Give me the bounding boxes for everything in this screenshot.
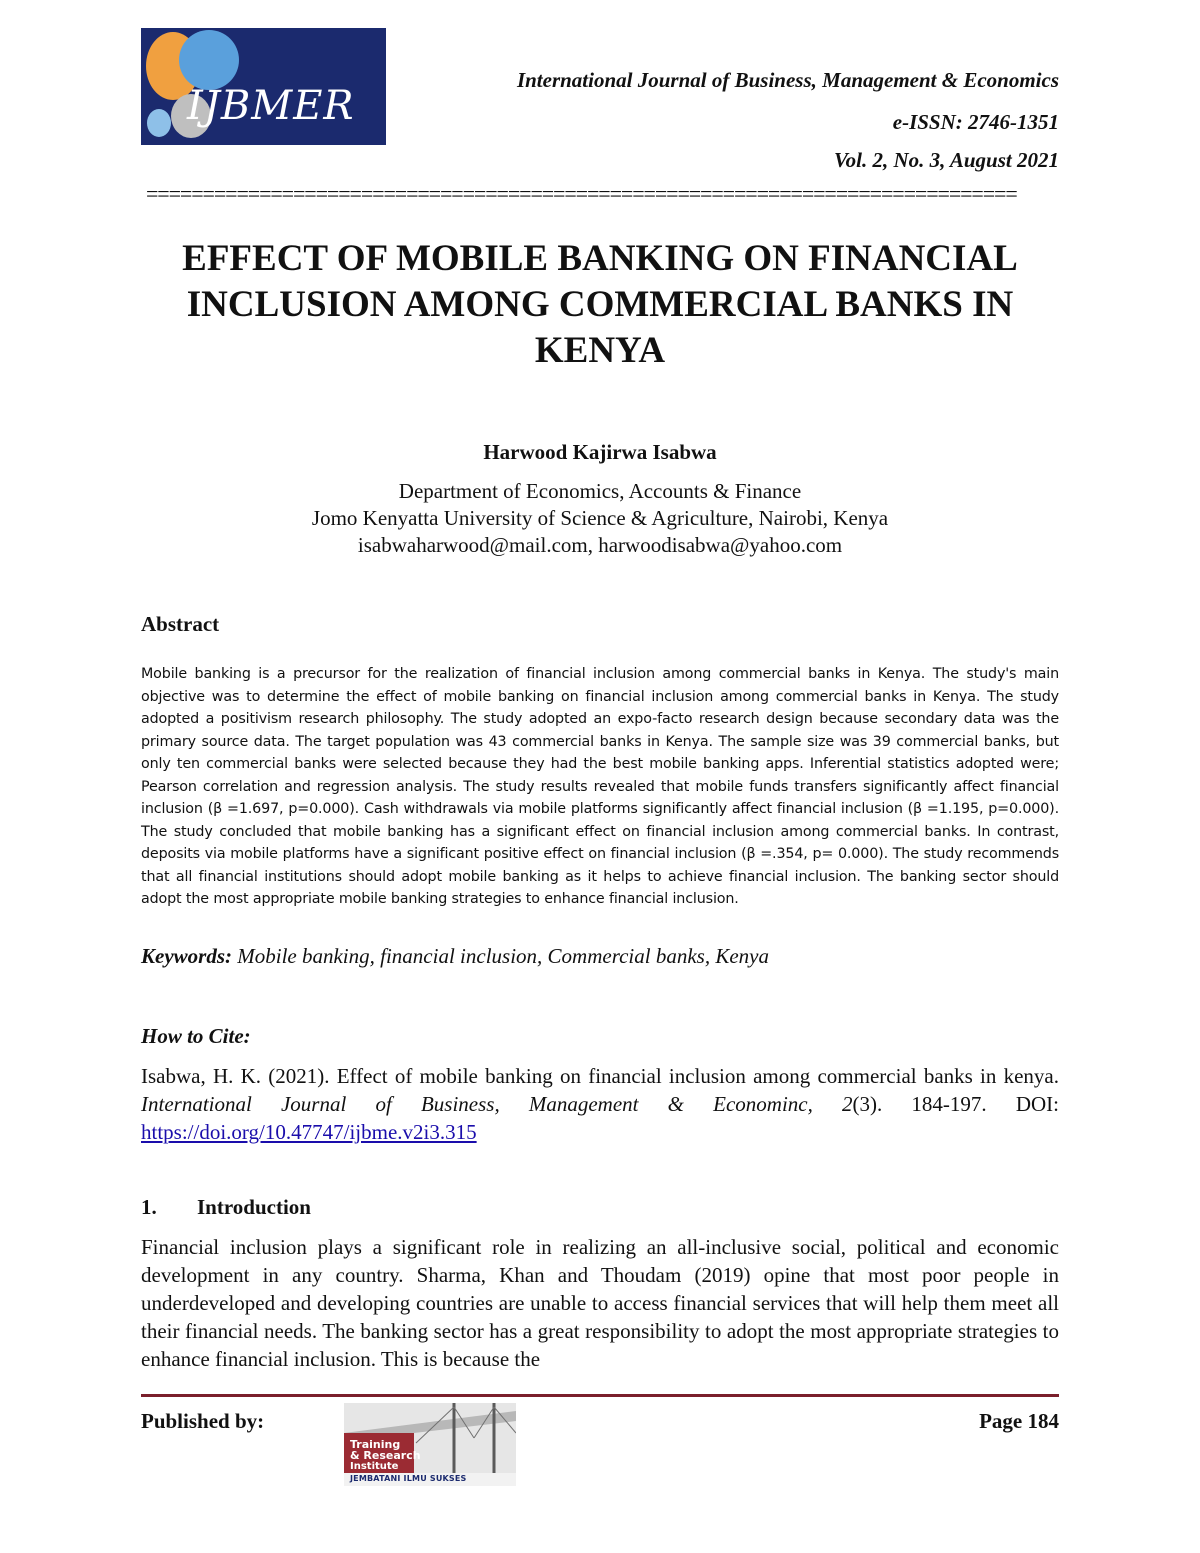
section-title: Introduction [197, 1195, 311, 1219]
cite-heading: How to Cite: [141, 1024, 251, 1048]
publisher-logo [344, 1403, 516, 1486]
citation-text [141, 1062, 1059, 1146]
citation-reference: Isabwa, H. K. (2021). Effect of mobile banking on financial inclusion among commercial banks in kenya. [141, 1064, 1059, 1088]
author-department: Department of Economics, Accounts & Finance [398, 479, 802, 503]
journal-logo [141, 28, 386, 145]
keywords-line [141, 944, 1059, 969]
published-by-label: Published by: [141, 1409, 265, 1433]
publisher-name-line: Institute [350, 1461, 399, 1472]
citation-issue-pages: (3). 184-197. DOI: [852, 1092, 1059, 1116]
introduction-heading [141, 1195, 311, 1220]
header-separator: ============================================================================= [146, 183, 1017, 205]
page-number: Page 184 [979, 1409, 1059, 1433]
journal-name: International Journal of Business, Management & Economics [516, 68, 1059, 92]
author-name: Harwood Kajirwa Isabwa [483, 440, 717, 464]
eissn: e-ISSN: 2746-1351 [892, 110, 1059, 134]
keywords-list: Mobile banking, financial inclusion, Commercial banks, Kenya [237, 944, 769, 968]
publisher-slogan: JEMBATANI ILMU SUKSES [350, 1474, 467, 1483]
citation-journal: International Journal of Business, Management & Econominc, 2 [141, 1092, 853, 1116]
logo-text: IJBMER [187, 83, 355, 129]
keywords-label: Keywords: [141, 944, 232, 968]
publisher-name-line: Training [350, 1438, 401, 1451]
abstract-heading: Abstract [141, 612, 220, 636]
abstract-text: Mobile banking is a precursor for the realization of financial inclusion among commercial banks in Kenya. The study's main objective was to determine the effect of mobile banking on financial inclusion among commercial banks in Kenya. The study adopted a positivism research philosophy. The study adopted an expo-facto research design because secondary data was the primary source data. The target population was 43 commercial banks in Kenya. The sample size was 39 commercial banks, but only ten commercial banks were selected because they had the best mobile banking apps. Inferential statistics adopted were; Pearson correlation and regression analysis. The study results revealed that mobile funds transfers significantly affect financial inclusion (β =1.697, p=0.000). Cash withdrawals via mobile platforms significantly affect financial inclusion (β =1.195, p=0.000). The study concluded that mobile banking has a significant effect on financial inclusion among commercial banks. In contrast, deposits via mobile platforms have a significant positive effect on financial inclusion (β =.354, p= 0.000). The study recommends that all financial institutions should adopt mobile banking as it helps to achieve financial inclusion. The banking sector should adopt the most appropriate mobile banking strategies to enhance financial inclusion. [141, 666, 1059, 907]
footer-rule [141, 1394, 1059, 1397]
doi-link[interactable]: https://doi.org/10.47747/ijbme.v2i3.315 [141, 1120, 477, 1144]
volume-info: Vol. 2, No. 3, August 2021 [833, 148, 1059, 172]
author-emails: isabwaharwood@mail.com, harwoodisabwa@yahoo.com [357, 533, 843, 557]
introduction-text: Financial inclusion plays a significant role in realizing an all-inclusive social, political and economic development in any country. Sharma, Khan and Thoudam (2019) opine that most poor people in underdeveloped and developing countries are unable to access financial services that will help them meet all their financial needs. The banking sector has a great responsibility to adopt the most appropriate strategies to enhance financial inclusion. This is because the [141, 1235, 1059, 1371]
author-university: Jomo Kenyatta University of Science & Agriculture, Nairobi, Kenya [311, 506, 889, 530]
paper-title: EFFECT OF MOBILE BANKING ON FINANCIAL INCLUSION AMONG COMMERCIAL BANKS IN KENYA [182, 238, 1018, 371]
section-number: 1. [141, 1195, 157, 1219]
publisher-name-line: & Research [350, 1449, 421, 1462]
